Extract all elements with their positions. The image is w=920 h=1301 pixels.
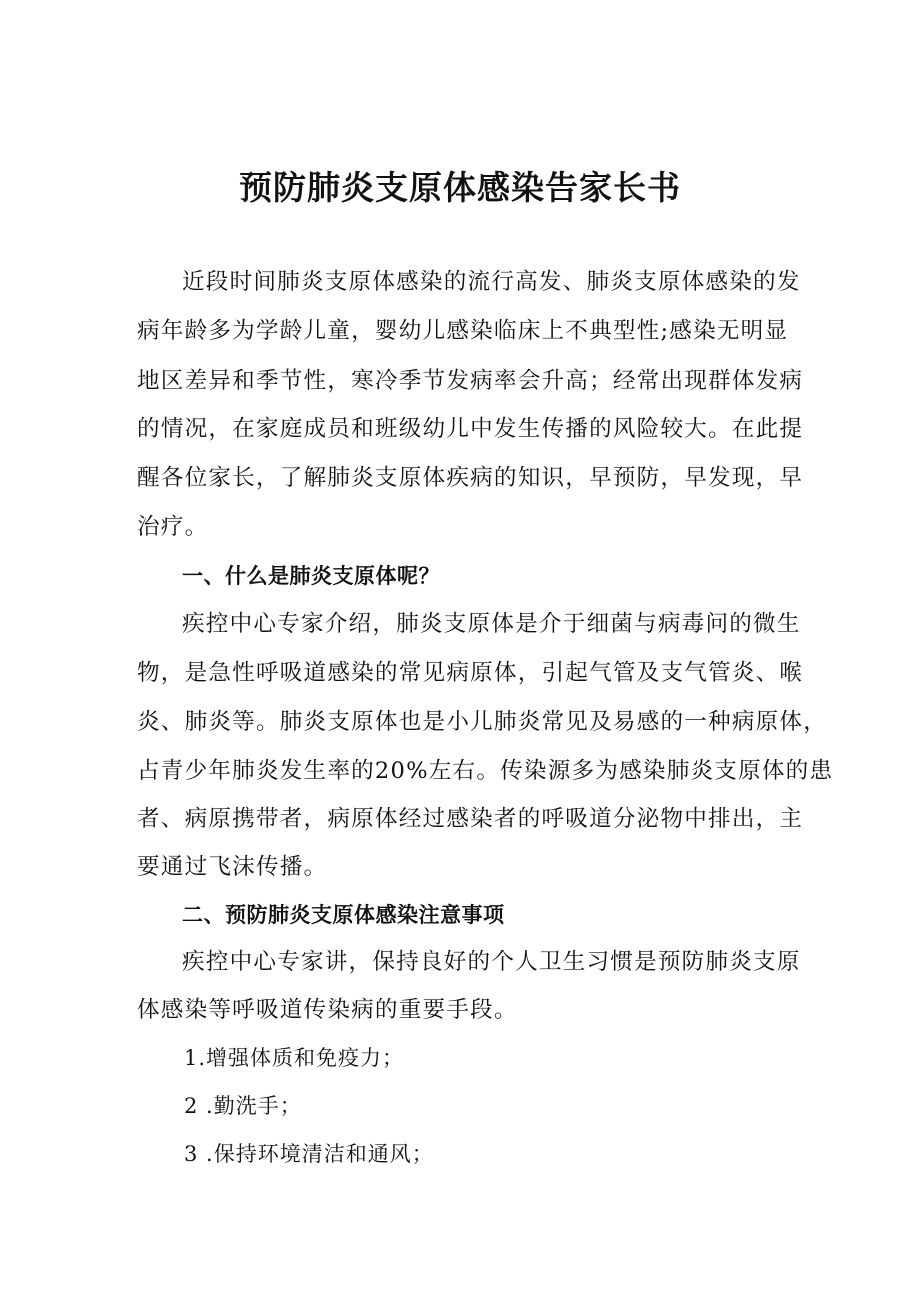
intro-line: 病年龄多为学龄儿童，婴幼儿感染临床上不典型性;感染无明显	[137, 318, 789, 344]
document-title: 预防肺炎支原体感染告家长书	[239, 168, 681, 207]
section2-heading: 二、预防肺炎支原体感染注意事项	[182, 903, 505, 927]
section1-heading: 一、什么是肺炎支原体呢？	[182, 564, 440, 588]
list-item: 3 .保持环境清洁和通风；	[184, 1142, 434, 1166]
section1-line: 物，是急性呼吸道感染的常见病原体，引起气管及支气管炎、喉	[137, 660, 804, 686]
section1-line: 者、病原携带者，病原体经过感染者的呼吸道分泌物中排出，主	[137, 806, 804, 832]
section1-line: 要通过飞沫传播。	[137, 854, 328, 880]
section1-line: 疾控中心专家介绍，肺炎支原体是介于细菌与病毒问的微生	[182, 611, 801, 637]
intro-line: 近段时间肺炎支原体感染的流行高发、肺炎支原体感染的发	[182, 269, 801, 295]
intro-line: 的情况，在家庭成员和班级幼儿中发生传播的风险较大。在此提	[137, 416, 804, 442]
intro-line: 治疗。	[137, 514, 209, 540]
list-item: 1.增强体质和免疫力；	[184, 1046, 405, 1070]
intro-line: 醒各位家长，了解肺炎支原体疾病的知识，早预防，早发现，早	[137, 465, 804, 491]
intro-line: 地区差异和季节性，寒冷季节发病率会升高；经常出现群体发病	[137, 368, 804, 394]
section2-line: 疾控中心专家讲，保持良好的个人卫生习惯是预防肺炎支原	[182, 949, 801, 975]
list-item: 2 .勤洗手；	[184, 1094, 302, 1118]
section1-line: 占青少年肺炎发生率的20%左右。传染源多为感染肺炎支原体的患	[137, 758, 834, 784]
section2-line: 体感染等呼吸道传染病的重要手段。	[137, 997, 518, 1023]
section1-line: 炎、肺炎等。肺炎支原体也是小儿肺炎常见及易感的一种病原体，	[137, 709, 828, 735]
